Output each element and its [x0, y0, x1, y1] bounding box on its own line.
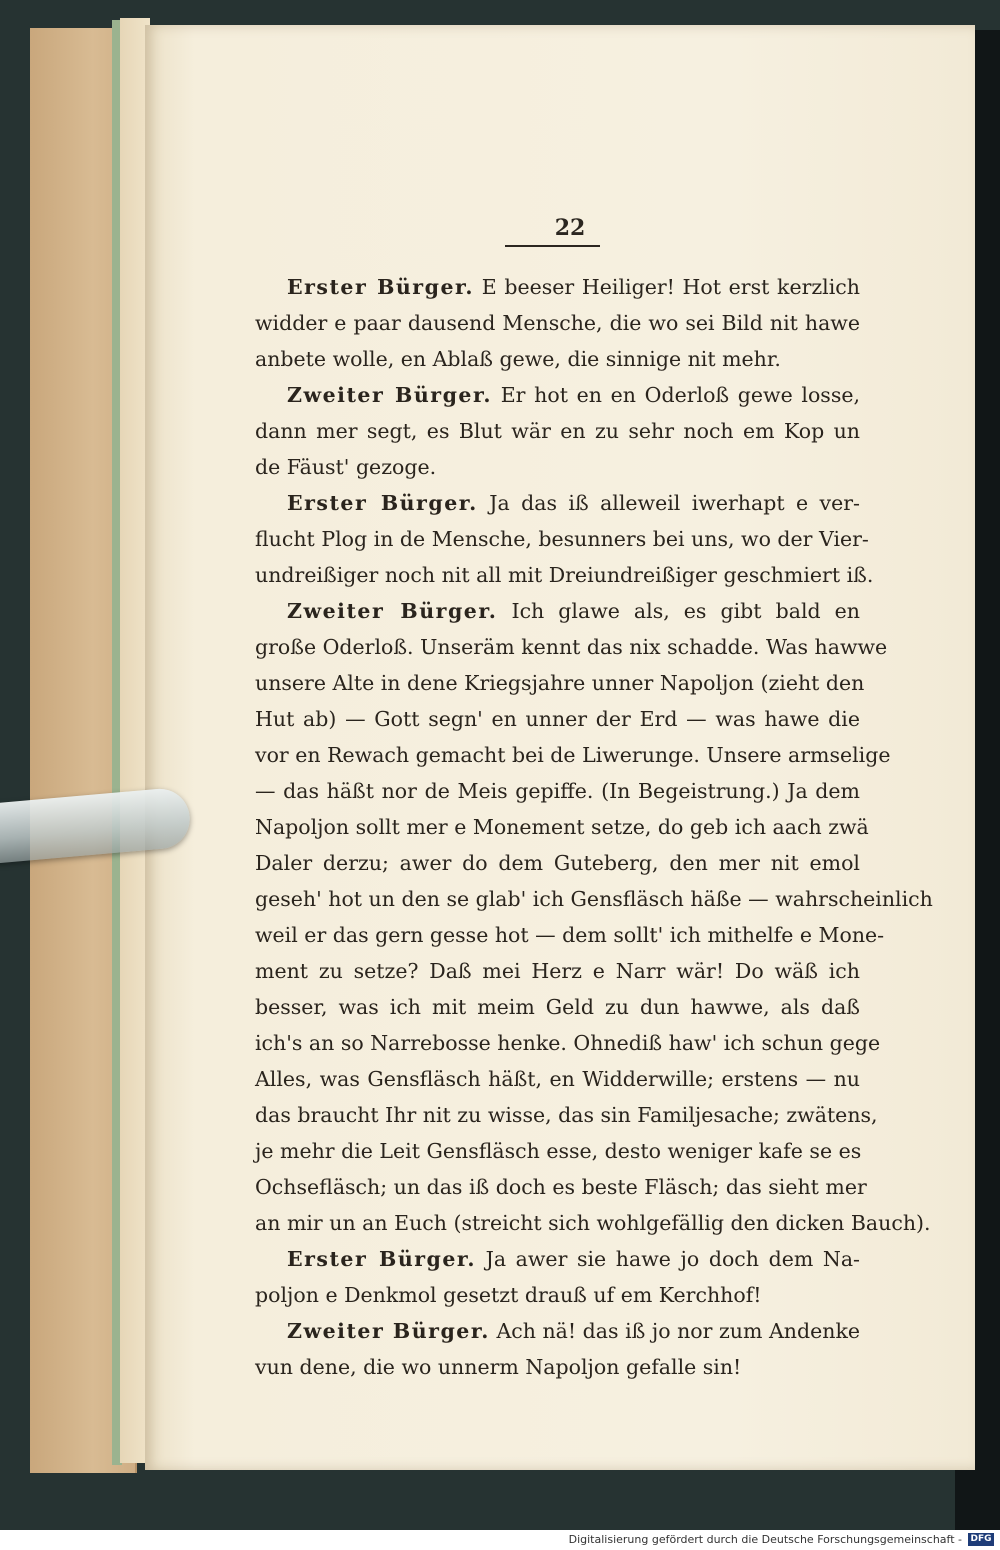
line-text: an mir un an Euch (streicht sich wohlgefällig den dicken Bauch). — [255, 1211, 931, 1235]
line-text: vor en Rewach gemacht bei de Liwerunge. Unsere armselige — [255, 743, 891, 767]
text-line — [255, 275, 860, 299]
line-text: weil er das gern gesse hot — dem sollt' ich mithelfe e Mone- — [255, 923, 885, 947]
line-text: dann mer segt, es Blut wär en zu sehr noch em Kop un — [255, 419, 860, 443]
line-text: flucht Plog in de Mensche, besunners bei uns, wo der Vier- — [255, 527, 869, 551]
text-line — [255, 1355, 860, 1379]
text-line — [255, 1211, 931, 1235]
text-line — [255, 455, 860, 479]
text-line — [255, 1247, 860, 1271]
line-text: ich's an so Narrebosse henke. Ohnediß haw' ich schun gege — [255, 1031, 881, 1055]
dfg-logo: DFG — [968, 1533, 994, 1546]
speaker-name: Zweiter Bürger. — [287, 383, 493, 407]
text-line — [255, 599, 860, 623]
line-text: Hut ab) — Gott segn' en unner der Erd — was hawe die — [255, 707, 860, 731]
page-number-rule — [505, 245, 600, 247]
line-text: undreißiger noch nit all mit Dreiundreißiger geschmiert iß. — [255, 563, 874, 587]
text-line — [255, 1031, 881, 1055]
line-text: Ja awer sie hawe jo doch dem Na- — [485, 1247, 860, 1271]
speaker-name: Zweiter Bürger. — [287, 1319, 490, 1343]
text-line — [255, 563, 874, 587]
line-text: Ja das iß alleweil iwerhapt e ver- — [489, 491, 860, 515]
text-line — [255, 995, 860, 1019]
line-text: widder e paar dausend Mensche, die wo sei Bild nit hawe — [255, 311, 860, 335]
line-text: ment zu setze? Daß mei Herz e Narr wär! Do wäß ich — [255, 959, 860, 983]
text-line — [255, 779, 860, 803]
line-text: Ach nä! das iß jo nor zum Andenke — [496, 1319, 860, 1343]
line-text: große Oderloß. Unseräm kennt das nix schadde. Was hawwe — [255, 635, 888, 659]
speaker-name: Erster Bürger. — [287, 491, 478, 515]
line-text: geseh' hot un den se glab' ich Gensfläsch häße — wahrscheinlich — [255, 887, 933, 911]
line-text: anbete wolle, en Ablaß gewe, die sinnige nit mehr. — [255, 347, 781, 371]
text-line — [255, 1067, 860, 1091]
footer-bar — [0, 1530, 1000, 1550]
text-line — [255, 1319, 860, 1343]
text-line — [255, 635, 888, 659]
text-line — [255, 815, 869, 839]
text-line — [255, 959, 860, 983]
line-text: besser, was ich mit meim Geld zu dun hawwe, als daß — [255, 995, 860, 1019]
footer-credit: Digitalisierung gefördert durch die Deutsche Forschungsgemeinschaft - — [568, 1533, 962, 1546]
text-line — [255, 851, 860, 875]
line-text: Er hot en en Oderloß gewe losse, — [500, 383, 860, 407]
speaker-name: Erster Bürger. — [287, 1247, 476, 1271]
line-text: das braucht Ihr nit zu wisse, das sin Familjesache; zwätens, — [255, 1103, 878, 1127]
text-line — [255, 311, 860, 335]
text-line — [255, 1283, 860, 1307]
line-text: je mehr die Leit Gensfläsch esse, desto weniger kafe se es — [255, 1139, 862, 1163]
line-text: poljon e Denkmol gesetzt drauß uf em Kerchhof! — [255, 1283, 762, 1307]
text-line — [255, 743, 891, 767]
text-line — [255, 707, 860, 731]
speaker-name: Erster Bürger. — [287, 275, 475, 299]
line-text: Ochsefläsch; un das iß doch es beste Fläsch; das sieht mer — [255, 1175, 867, 1199]
text-line — [255, 1103, 878, 1127]
text-line — [255, 383, 860, 407]
text-line — [255, 419, 860, 443]
line-text: vun dene, die wo unnerm Napoljon gefalle sin! — [255, 1355, 742, 1379]
line-text: E beeser Heiliger! Hot erst kerzlich — [481, 275, 860, 299]
text-line — [255, 671, 865, 695]
text-line — [255, 491, 860, 515]
line-text: Alles, was Gensfläsch häßt, en Widderwille; erstens — nu — [255, 1067, 860, 1091]
speaker-name: Zweiter Bürger. — [287, 599, 498, 623]
line-text: unsere Alte in dene Kriegsjahre unner Napoljon (zieht den — [255, 671, 865, 695]
page-number: 22 — [554, 215, 586, 241]
text-line — [255, 527, 869, 551]
text-line — [255, 887, 933, 911]
text-line — [255, 1139, 860, 1163]
line-text: de Fäust' gezoge. — [255, 455, 437, 479]
book-page — [145, 25, 975, 1470]
line-text: Daler derzu; awer do dem Guteberg, den mer nit emol — [255, 851, 860, 875]
line-text: — das häßt nor de Meis gepiffe. (In Begeistrung.) Ja dem — [255, 779, 860, 803]
text-line — [255, 347, 860, 371]
text-line — [255, 1175, 867, 1199]
text-line — [255, 923, 885, 947]
line-text: Ich glawe als, es gibt bald en — [511, 599, 861, 623]
line-text: Napoljon sollt mer e Monement setze, do geb ich aach zwä — [255, 815, 869, 839]
